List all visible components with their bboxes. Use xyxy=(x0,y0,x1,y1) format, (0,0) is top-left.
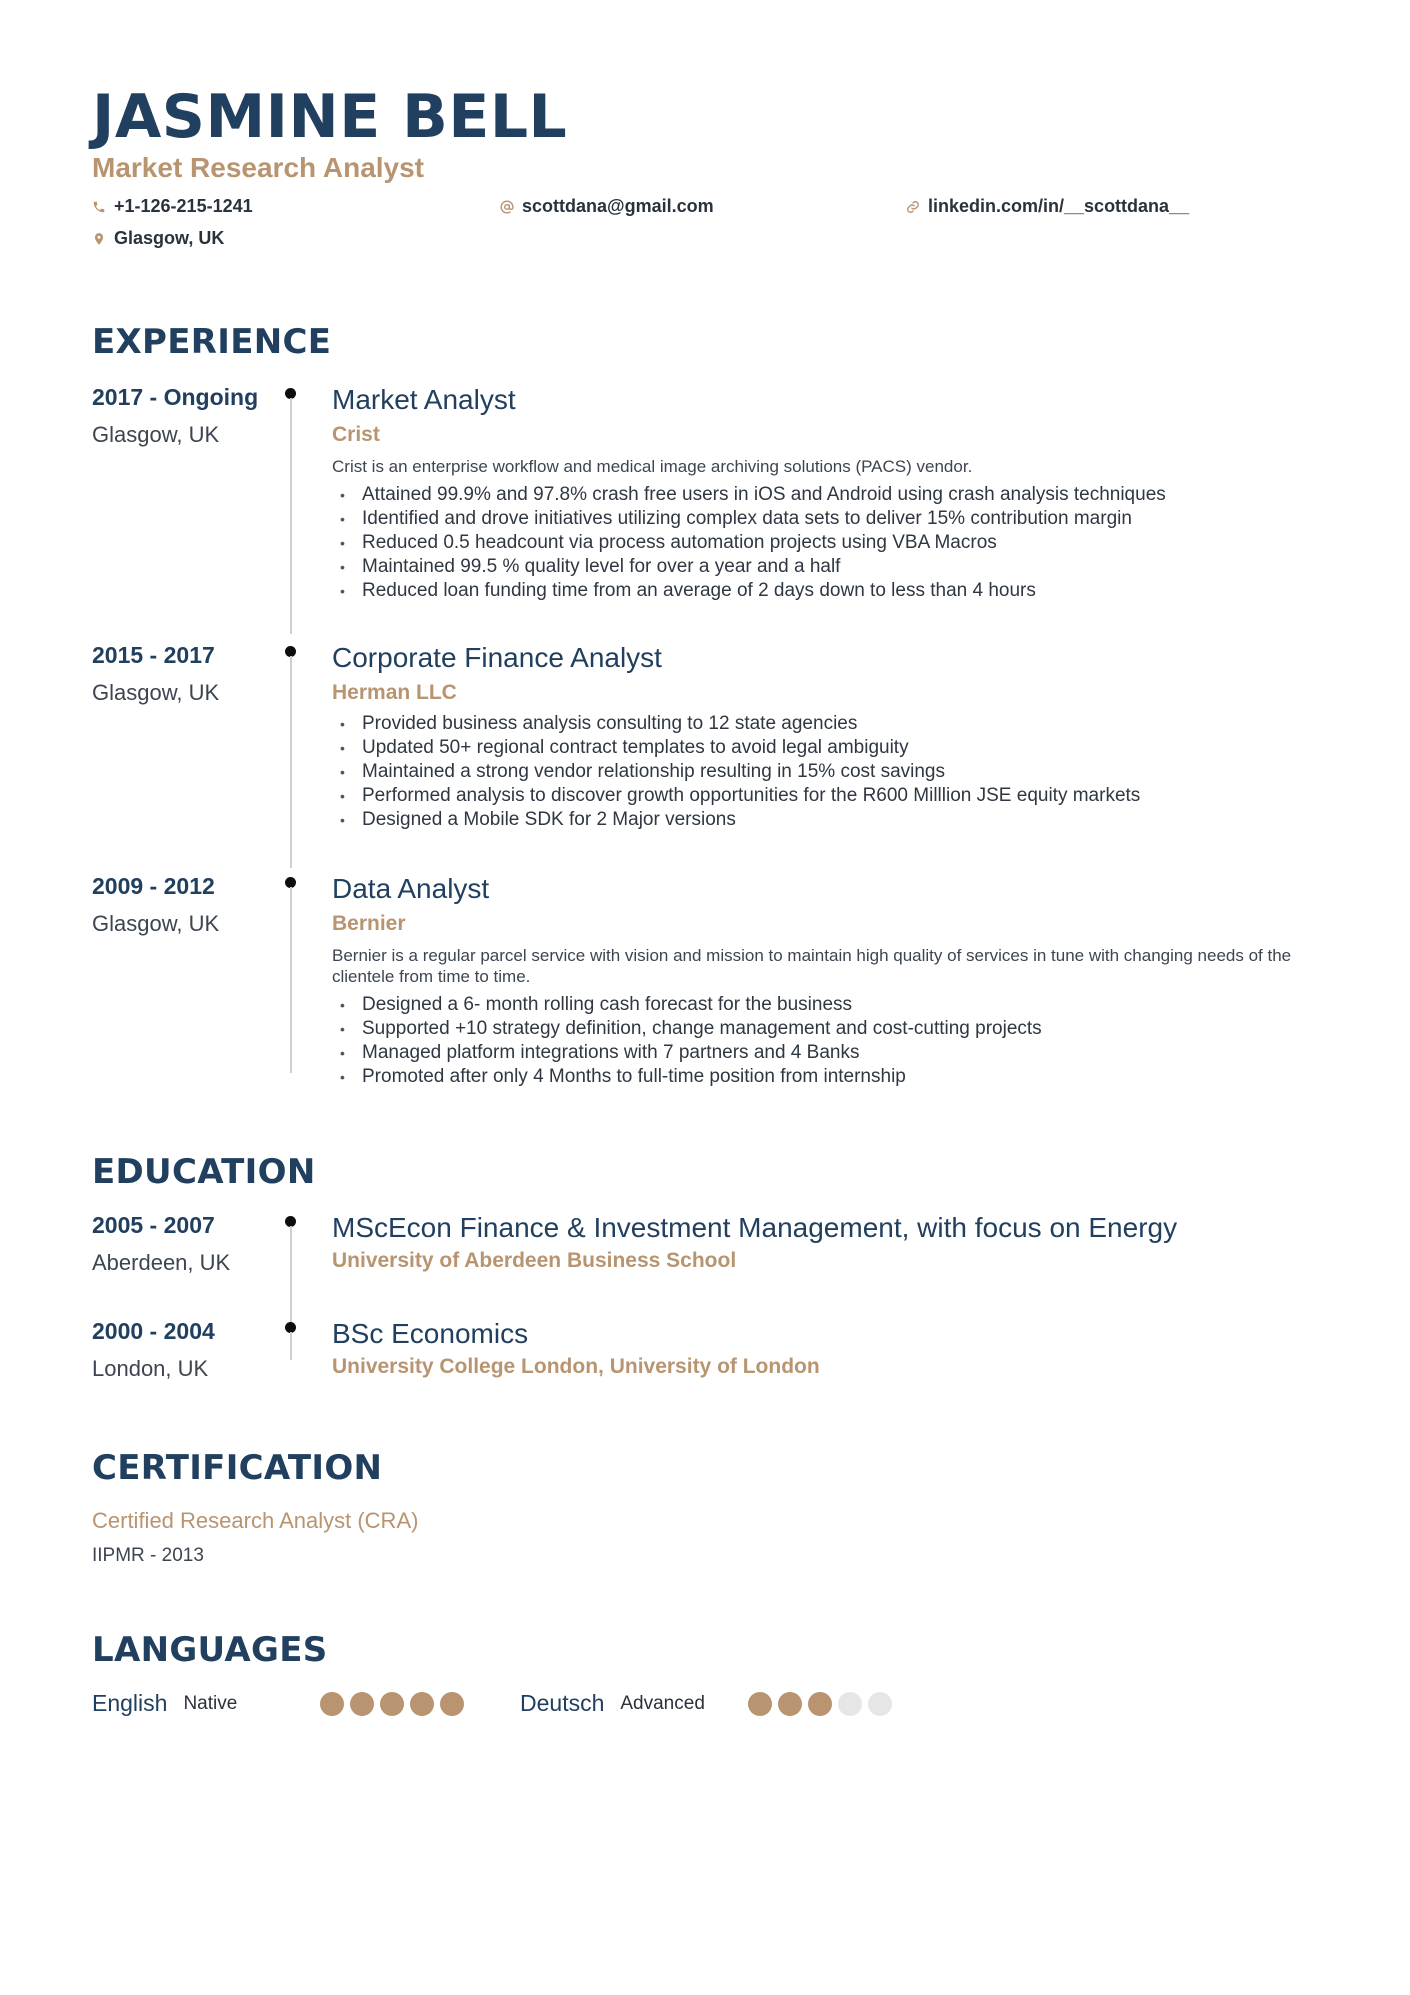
section-title-education: EDUCATION xyxy=(92,1152,316,1192)
bullet-item: • Reduced loan funding time from an average of 2 days down to less than 4 hours xyxy=(332,579,1322,603)
education-entry xyxy=(92,1212,1322,1318)
entry-description: Crist is an enterprise workflow and medical image archiving solutions (PACS) vendor. xyxy=(332,457,973,476)
language-english xyxy=(92,1690,237,1717)
language-name: Deutsch xyxy=(520,1690,605,1716)
bullet-item: • Provided business analysis consulting to 12 state agencies xyxy=(332,712,1322,736)
entry-date: 2017 - Ongoing xyxy=(92,384,259,410)
job-title: Market Research Analyst xyxy=(92,152,425,183)
experience-entry xyxy=(92,384,1322,642)
link-icon xyxy=(906,200,920,214)
language-rating xyxy=(320,1692,464,1716)
language-deutsch xyxy=(520,1690,705,1717)
section-title-certification: CERTIFICATION xyxy=(92,1448,383,1488)
bullet-item: • Designed a Mobile SDK for 2 Major versions xyxy=(332,808,1322,832)
bullet-item: • Maintained 99.5 % quality level for over a year and a half xyxy=(332,555,1322,579)
linkedin-text: linkedin.com/in/__scottdana__ xyxy=(928,196,1190,216)
phone-text: +1-126-215-1241 xyxy=(114,196,253,216)
entry-company: Herman LLC xyxy=(332,681,457,704)
bullet-item: • Updated 50+ regional contract templates to avoid legal ambiguity xyxy=(332,736,1322,760)
timeline-line xyxy=(290,1332,292,1360)
entry-role: Corporate Finance Analyst xyxy=(332,642,662,673)
section-title-languages: LANGUAGES xyxy=(92,1630,328,1670)
entry-school: University College London, University of London xyxy=(332,1355,820,1378)
bullet-item: • Managed platform integrations with 7 partners and 4 Banks xyxy=(332,1041,1322,1065)
experience-timeline xyxy=(92,384,1322,1103)
timeline-line xyxy=(290,1226,292,1326)
location-pin-icon xyxy=(92,232,106,246)
entry-location: Glasgow, UK xyxy=(92,680,220,705)
candidate-name: JASMINE BELL xyxy=(92,82,568,152)
entry-role: Data Analyst xyxy=(332,873,490,904)
entry-school: University of Aberdeen Business School xyxy=(332,1249,737,1272)
phone-icon xyxy=(92,200,106,214)
language-level: Native xyxy=(183,1692,238,1714)
bullet-item: • Supported +10 strategy definition, change management and cost-cutting projects xyxy=(332,1017,1322,1041)
entry-date: 2005 - 2007 xyxy=(92,1212,215,1238)
experience-entry xyxy=(92,642,1322,873)
entry-date: 2000 - 2004 xyxy=(92,1318,215,1344)
entry-location: Aberdeen, UK xyxy=(92,1250,231,1275)
language-level: Advanced xyxy=(620,1692,705,1714)
bullet-item: • Maintained a strong vendor relationship resulting in 15% cost savings xyxy=(332,760,1322,784)
rating-dot-filled xyxy=(380,1692,404,1716)
entry-degree: BSc Economics xyxy=(332,1318,529,1349)
certification-issuer: IIPMR - 2013 xyxy=(92,1545,204,1566)
at-icon xyxy=(500,200,514,214)
entry-bullets xyxy=(332,483,1322,603)
education-entry xyxy=(92,1318,1322,1398)
entry-location: London, UK xyxy=(92,1356,209,1381)
entry-role: Market Analyst xyxy=(332,384,516,415)
rating-dot-filled xyxy=(440,1692,464,1716)
bullet-item: • Performed analysis to discover growth opportunities for the R600 Milllion JSE equity markets xyxy=(332,784,1322,808)
rating-dot-filled xyxy=(778,1692,802,1716)
rating-dot-filled xyxy=(350,1692,374,1716)
language-rating xyxy=(748,1692,892,1716)
rating-dot-filled xyxy=(748,1692,772,1716)
bullet-item: • Attained 99.9% and 97.8% crash free users in iOS and Android using crash analysis techniques xyxy=(332,483,1322,507)
timeline-line xyxy=(290,398,292,634)
entry-date: 2009 - 2012 xyxy=(92,873,215,899)
contact-location xyxy=(92,228,224,249)
email-text: scottdana@gmail.com xyxy=(522,196,714,216)
entry-description: Bernier is a regular parcel service with vision and mission to maintain high quality of services in tune with changing needs of the clientele from time to time. xyxy=(332,946,1292,986)
entry-location: Glasgow, UK xyxy=(92,911,220,936)
bullet-item: • Promoted after only 4 Months to full-time position from internship xyxy=(332,1065,1322,1089)
contact-email[interactable] xyxy=(500,196,714,217)
education-timeline xyxy=(92,1212,1322,1398)
timeline-line xyxy=(290,887,292,1073)
rating-dot-empty xyxy=(868,1692,892,1716)
location-text: Glasgow, UK xyxy=(114,228,225,248)
bullet-item: • Identified and drove initiatives utilizing complex data sets to deliver 15% contribution margin xyxy=(332,507,1322,531)
entry-bullets xyxy=(332,712,1322,832)
bullet-item: • Designed a 6- month rolling cash forecast for the business xyxy=(332,993,1322,1017)
entry-bullets xyxy=(332,993,1322,1089)
rating-dot-empty xyxy=(838,1692,862,1716)
rating-dot-filled xyxy=(410,1692,434,1716)
certification-name: Certified Research Analyst (CRA) xyxy=(92,1508,419,1533)
entry-degree: MScEcon Finance & Investment Management, with focus on Energy xyxy=(332,1212,1178,1243)
contact-phone xyxy=(92,196,253,217)
contact-linkedin[interactable] xyxy=(906,196,1189,217)
rating-dot-filled xyxy=(808,1692,832,1716)
experience-entry xyxy=(92,873,1322,1103)
timeline-line xyxy=(290,656,292,868)
entry-date: 2015 - 2017 xyxy=(92,642,215,668)
entry-company: Bernier xyxy=(332,912,406,935)
language-name: English xyxy=(92,1690,168,1716)
entry-company: Crist xyxy=(332,423,380,446)
rating-dot-filled xyxy=(320,1692,344,1716)
entry-location: Glasgow, UK xyxy=(92,422,220,447)
section-title-experience: EXPERIENCE xyxy=(92,322,332,362)
bullet-item: • Reduced 0.5 headcount via process automation projects using VBA Macros xyxy=(332,531,1322,555)
